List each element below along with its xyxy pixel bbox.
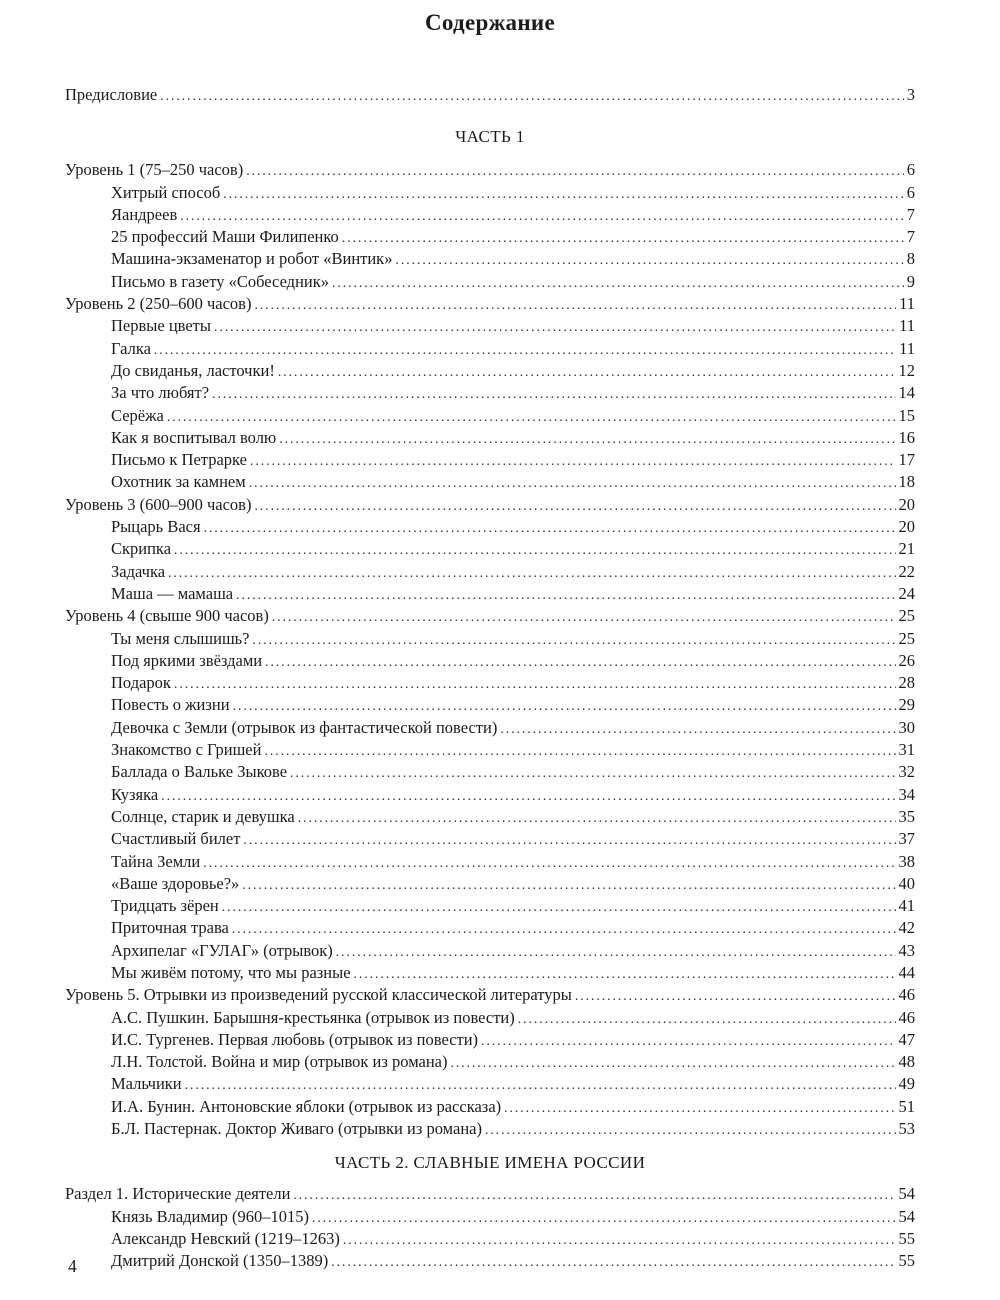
toc-entry-page: 14 bbox=[898, 383, 915, 403]
part2-heading: ЧАСТЬ 2. СЛАВНЫЕ ИМЕНА РОССИИ bbox=[334, 1153, 646, 1173]
toc-entry-label: Дмитрий Донской (1350–1389) bbox=[111, 1251, 329, 1271]
toc-row bbox=[65, 516, 915, 538]
toc-entry-label: Повесть о жизни bbox=[111, 695, 230, 715]
dot-leader bbox=[343, 1229, 896, 1250]
dot-leader bbox=[236, 584, 895, 605]
toc-row bbox=[65, 984, 915, 1006]
toc-entry-page: 44 bbox=[898, 962, 915, 982]
toc-entry-label: Серёжа bbox=[111, 405, 164, 425]
toc-row bbox=[65, 851, 915, 873]
dot-leader bbox=[242, 874, 895, 895]
toc-entry-label: Галка bbox=[111, 338, 151, 358]
toc-row bbox=[65, 405, 915, 427]
toc-row bbox=[65, 494, 915, 516]
toc-entry-label: Мальчики bbox=[111, 1074, 182, 1094]
toc-entry-page: 32 bbox=[898, 762, 915, 782]
toc-row bbox=[65, 1228, 915, 1250]
toc-entry-page: 22 bbox=[898, 561, 915, 581]
part1-heading: ЧАСТЬ 1 bbox=[455, 127, 525, 147]
dot-leader bbox=[332, 272, 904, 293]
toc-row bbox=[65, 226, 915, 248]
toc-entry-label: До свиданья, ласточки! bbox=[111, 360, 275, 380]
toc-row bbox=[65, 271, 915, 293]
toc-entry-page: 21 bbox=[898, 539, 915, 559]
toc-row bbox=[65, 873, 915, 895]
toc-entry-page: 54 bbox=[898, 1184, 915, 1204]
toc-entry-label: Подарок bbox=[111, 673, 171, 693]
toc-entry-label: Яандреев bbox=[111, 204, 178, 224]
dot-leader bbox=[167, 406, 896, 427]
toc-entry-label: Баллада о Вальке Зыкове bbox=[111, 762, 288, 782]
toc-entry-page: 20 bbox=[898, 517, 915, 537]
toc-entry-page: 11 bbox=[899, 294, 915, 314]
toc-entry-label: Под яркими звёздами bbox=[111, 650, 263, 670]
dot-leader bbox=[160, 85, 904, 106]
toc-row bbox=[65, 471, 915, 493]
toc-entry-page: 6 bbox=[906, 182, 915, 202]
dot-leader bbox=[243, 829, 895, 850]
toc-entry-page: 48 bbox=[898, 1052, 915, 1072]
dot-leader bbox=[254, 294, 896, 315]
dot-leader bbox=[278, 361, 896, 382]
toc-row bbox=[65, 561, 915, 583]
toc-entry-label: Письмо в газету «Собеседник» bbox=[111, 271, 329, 291]
toc-entry-page: 12 bbox=[898, 360, 915, 380]
toc-entry-page: 41 bbox=[898, 896, 915, 916]
toc-row bbox=[65, 315, 915, 337]
toc-entry-page: 46 bbox=[898, 1007, 915, 1027]
toc-entry-page: 37 bbox=[898, 829, 915, 849]
dot-leader bbox=[264, 740, 895, 761]
dot-leader bbox=[223, 183, 904, 204]
toc-entry-label: За что любят? bbox=[111, 383, 210, 403]
dot-leader bbox=[168, 562, 895, 583]
toc-entry-label: Князь Владимир (960–1015) bbox=[111, 1206, 310, 1226]
toc-entry-label: И.С. Тургенев. Первая любовь (отрывок из повести) bbox=[111, 1029, 479, 1049]
dot-leader bbox=[336, 941, 896, 962]
toc-entry-page: 55 bbox=[898, 1228, 915, 1248]
dot-leader bbox=[254, 495, 895, 516]
dot-leader bbox=[575, 985, 896, 1006]
toc-entry-page: 25 bbox=[898, 628, 915, 648]
toc-entry-page: 7 bbox=[906, 227, 915, 247]
toc-row bbox=[65, 784, 915, 806]
toc-row bbox=[65, 159, 915, 181]
toc-row bbox=[65, 293, 915, 315]
toc-entry-label: Приточная трава bbox=[111, 918, 229, 938]
toc-row bbox=[65, 1096, 915, 1118]
toc-entry-label: Тридцать зёрен bbox=[111, 896, 219, 916]
toc-entry-label: Архипелаг «ГУЛАГ» (отрывок) bbox=[111, 940, 333, 960]
toc-entry-page: 6 bbox=[906, 160, 915, 180]
dot-leader bbox=[232, 918, 896, 939]
toc-entry-label: Тайна Земли bbox=[111, 851, 201, 871]
dot-leader bbox=[290, 762, 895, 783]
toc-entry-label: Уровень 2 (250–600 часов) bbox=[65, 294, 252, 314]
toc-row bbox=[65, 962, 915, 984]
toc-row bbox=[65, 895, 915, 917]
toc-entry-label: Б.Л. Пастернак. Доктор Живаго (отрывки из романа) bbox=[111, 1119, 482, 1139]
dot-leader bbox=[249, 472, 896, 493]
toc-row bbox=[65, 1029, 915, 1051]
toc-entry-label: Уровень 4 (свыше 900 часов) bbox=[65, 606, 269, 626]
toc-entry-page: 25 bbox=[898, 606, 915, 626]
toc-entry-label: Первые цветы bbox=[111, 316, 211, 336]
toc-entry-label: Александр Невский (1219–1263) bbox=[111, 1228, 340, 1248]
toc-row bbox=[65, 739, 915, 761]
toc-row bbox=[65, 605, 915, 627]
toc-row-preface bbox=[65, 84, 915, 106]
toc-entry-page: 11 bbox=[899, 316, 915, 336]
toc-entry-label: И.А. Бунин. Антоновские яблоки (отрывок из рассказа) bbox=[111, 1096, 502, 1116]
toc-row bbox=[65, 694, 915, 716]
toc-row bbox=[65, 449, 915, 471]
toc-entry-label: Раздел 1. Исторические деятели bbox=[65, 1184, 291, 1204]
toc-entry-label: Уровень 5. Отрывки из произведений русской классической литературы bbox=[65, 985, 572, 1005]
toc-entry-label: Л.Н. Толстой. Война и мир (отрывок из романа) bbox=[111, 1052, 448, 1072]
dot-leader bbox=[222, 896, 896, 917]
dot-leader bbox=[518, 1008, 896, 1029]
toc-entry-page: 29 bbox=[898, 695, 915, 715]
toc-entry-page: 15 bbox=[898, 405, 915, 425]
toc-row bbox=[65, 1206, 915, 1228]
dot-leader bbox=[342, 227, 904, 248]
toc-entry-label: Уровень 1 (75–250 часов) bbox=[65, 160, 244, 180]
dot-leader bbox=[204, 517, 896, 538]
toc-entry-label: Как я воспитывал волю bbox=[111, 427, 277, 447]
toc-entry-page: 30 bbox=[898, 717, 915, 737]
toc-row bbox=[65, 1051, 915, 1073]
toc-entry-page: 40 bbox=[898, 873, 915, 893]
toc-entry-page: 31 bbox=[898, 740, 915, 760]
dot-leader bbox=[174, 673, 896, 694]
toc-entry-label: Солнце, старик и девушка bbox=[111, 806, 295, 826]
toc-entry-label: Охотник за камнем bbox=[111, 472, 246, 492]
toc-entry-page: 47 bbox=[898, 1029, 915, 1049]
toc-entry-label: 25 профессий Маши Филипенко bbox=[111, 227, 339, 247]
toc-entry-label: Скрипка bbox=[111, 539, 172, 559]
dot-leader bbox=[212, 383, 895, 404]
toc-row bbox=[65, 382, 915, 404]
part2-entries bbox=[65, 1183, 915, 1272]
dot-leader bbox=[272, 606, 896, 627]
toc-entry-label: Рыцарь Вася bbox=[111, 517, 201, 537]
dot-leader bbox=[279, 428, 895, 449]
dot-leader bbox=[265, 651, 895, 672]
preface-section bbox=[65, 84, 915, 106]
toc-row bbox=[65, 204, 915, 226]
dot-leader bbox=[253, 629, 896, 650]
toc-entry-page: 8 bbox=[906, 249, 915, 269]
dot-leader bbox=[154, 339, 896, 360]
toc-row bbox=[65, 538, 915, 560]
dot-leader bbox=[500, 718, 895, 739]
toc-entry-label: Девочка с Земли (отрывок из фантастической повести) bbox=[111, 717, 498, 737]
dot-leader bbox=[312, 1207, 895, 1228]
toc-entry-label: Хитрый способ bbox=[111, 182, 221, 202]
dot-leader bbox=[331, 1251, 895, 1272]
dot-leader bbox=[174, 539, 895, 560]
toc-entry-page: 38 bbox=[898, 851, 915, 871]
toc-entry-label: «Ваше здоровье?» bbox=[111, 873, 240, 893]
dot-leader bbox=[485, 1119, 896, 1140]
toc-row bbox=[65, 761, 915, 783]
toc-entry-label: Ты меня слышишь? bbox=[111, 628, 250, 648]
toc-row bbox=[65, 1007, 915, 1029]
toc-row bbox=[65, 650, 915, 672]
toc-entry-page: 17 bbox=[898, 450, 915, 470]
toc-entry-label: Кузяка bbox=[111, 784, 159, 804]
dot-leader bbox=[214, 316, 896, 337]
toc-entry-label: Машина-экзаменатор и робот «Винтик» bbox=[111, 249, 393, 269]
toc-row bbox=[65, 1250, 915, 1272]
toc-entry-page: 46 bbox=[898, 985, 915, 1005]
toc-entry-label: Уровень 3 (600–900 часов) bbox=[65, 494, 252, 514]
dot-leader bbox=[298, 807, 896, 828]
toc-row bbox=[65, 828, 915, 850]
toc-entry-page: 20 bbox=[898, 494, 915, 514]
toc-row bbox=[65, 672, 915, 694]
toc-entry-page: 3 bbox=[906, 85, 915, 104]
toc-row bbox=[65, 806, 915, 828]
toc-entry-page: 51 bbox=[898, 1096, 915, 1116]
dot-leader bbox=[504, 1097, 895, 1118]
toc-entry-label: Письмо к Петрарке bbox=[111, 450, 247, 470]
toc-entry-page: 26 bbox=[898, 650, 915, 670]
toc-entry-label: Задачка bbox=[111, 561, 166, 581]
toc-row bbox=[65, 427, 915, 449]
toc-entry-page: 53 bbox=[898, 1119, 915, 1139]
dot-leader bbox=[180, 205, 904, 226]
dot-leader bbox=[354, 963, 896, 984]
toc-entry-page: 54 bbox=[898, 1206, 915, 1226]
dot-leader bbox=[293, 1184, 895, 1205]
toc-entry-label: Предисловие bbox=[65, 85, 158, 104]
toc-entry-page: 55 bbox=[898, 1251, 915, 1271]
toc-row bbox=[65, 1183, 915, 1205]
toc-entry-page: 35 bbox=[898, 806, 915, 826]
toc-row bbox=[65, 338, 915, 360]
dot-leader bbox=[246, 160, 904, 181]
toc-entry-page: 34 bbox=[898, 784, 915, 804]
toc-entry-page: 42 bbox=[898, 918, 915, 938]
dot-leader bbox=[481, 1030, 895, 1051]
dot-leader bbox=[233, 695, 896, 716]
toc-row bbox=[65, 1118, 915, 1140]
toc-entry-page: 7 bbox=[906, 204, 915, 224]
toc-entry-page: 11 bbox=[899, 338, 915, 358]
dot-leader bbox=[161, 785, 895, 806]
toc-row bbox=[65, 917, 915, 939]
dot-leader bbox=[203, 852, 895, 873]
toc-row bbox=[65, 628, 915, 650]
dot-leader bbox=[451, 1052, 896, 1073]
toc-entry-label: А.С. Пушкин. Барышня-крестьянка (отрывок из повести) bbox=[111, 1007, 515, 1027]
toc-row bbox=[65, 360, 915, 382]
toc-row bbox=[65, 248, 915, 270]
dot-leader bbox=[185, 1074, 896, 1095]
dot-leader bbox=[250, 450, 896, 471]
toc-entry-page: 43 bbox=[898, 940, 915, 960]
toc-row bbox=[65, 583, 915, 605]
toc-entry-label: Маша — мамаша bbox=[111, 583, 234, 603]
toc-entry-page: 18 bbox=[898, 472, 915, 492]
page-title: Содержание bbox=[425, 10, 555, 35]
folio-page-number: 4 bbox=[68, 1256, 77, 1276]
toc-row bbox=[65, 940, 915, 962]
toc-row bbox=[65, 1073, 915, 1095]
toc-entry-page: 16 bbox=[898, 427, 915, 447]
toc-entry-page: 28 bbox=[898, 673, 915, 693]
toc-entry-label: Счастливый билет bbox=[111, 829, 241, 849]
toc-entry-label: Знакомство с Гришей bbox=[111, 740, 262, 760]
dot-leader bbox=[395, 249, 903, 270]
toc-entry-label: Мы живём потому, что мы разные bbox=[111, 962, 351, 982]
toc-entry-page: 9 bbox=[906, 271, 915, 291]
toc-row bbox=[65, 717, 915, 739]
part1-entries bbox=[65, 159, 915, 1140]
toc-entry-page: 24 bbox=[898, 583, 915, 603]
toc-row bbox=[65, 182, 915, 204]
toc-entry-page: 49 bbox=[898, 1074, 915, 1094]
